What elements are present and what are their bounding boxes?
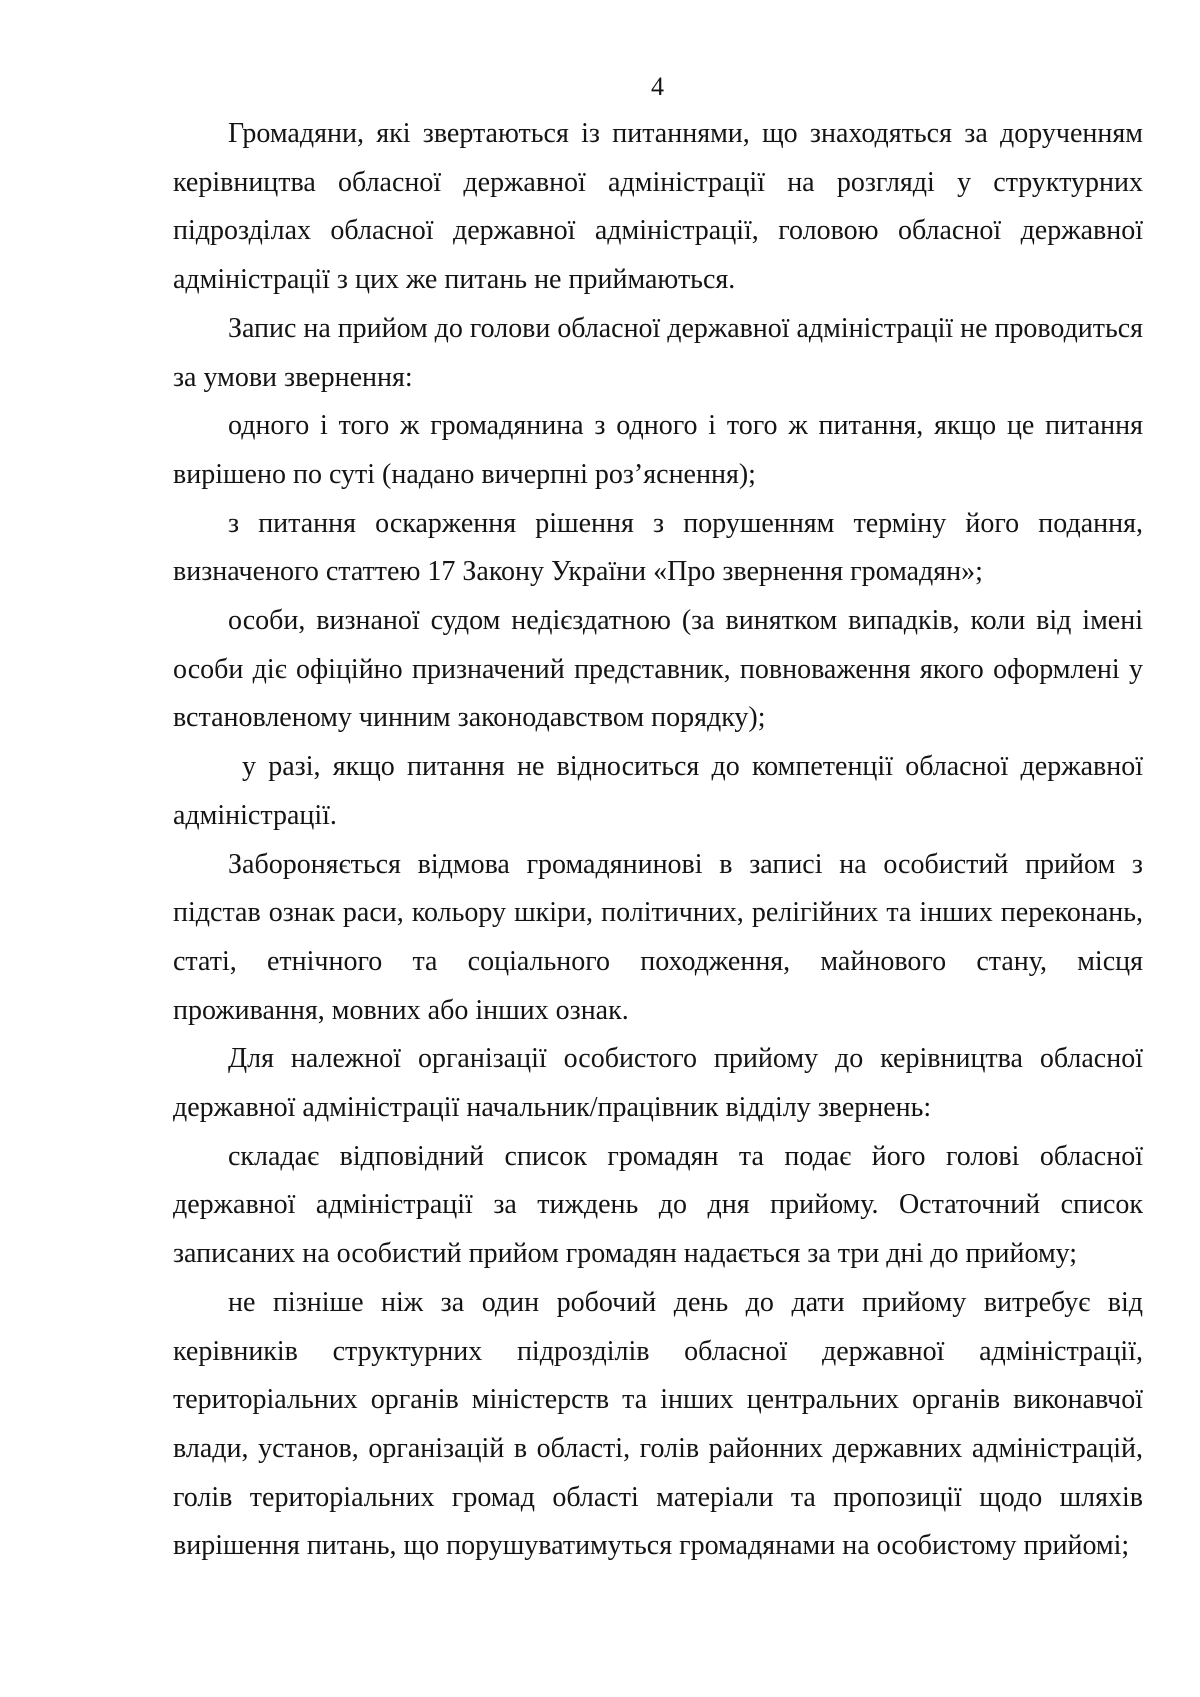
- line-text: державної адміністрації за тиждень до дня прийому. Остаточний список: [173, 1189, 1143, 1221]
- text-line: [173, 458, 1143, 492]
- text-line: [228, 1286, 1143, 1320]
- line-text: Громадяни, які звертаються із питаннями, що знаходяться за дорученням: [228, 118, 1143, 149]
- text-line: [173, 799, 1143, 833]
- text-line: [228, 1140, 1143, 1174]
- line-text: державної адміністрації начальник/працівник відділу звернень:: [173, 1092, 932, 1123]
- text-line: [173, 555, 1143, 589]
- text-line: [228, 848, 1143, 882]
- line-text: записаних на особистий прийом громадян надається за три дні до прийому;: [173, 1238, 1078, 1270]
- line-text: вирішено по суті (надано вичерпні роз’яснення);: [173, 458, 756, 490]
- text-line: [173, 361, 1143, 395]
- line-text: за умови звернення:: [173, 361, 413, 393]
- text-line: [173, 1188, 1143, 1222]
- text-line: [173, 1529, 1143, 1563]
- text-line: [173, 994, 1143, 1028]
- text-line: [228, 1042, 1143, 1076]
- text-line: [173, 701, 1143, 735]
- line-text: статі, етнічного та соціального походження, майнового стану, місця: [173, 945, 1143, 977]
- text-line: [173, 1432, 1143, 1466]
- line-text: визначеного статтею 17 Закону України «Про звернення громадян»;: [173, 556, 983, 588]
- text-line: [173, 263, 1143, 297]
- text-line: [228, 507, 1143, 541]
- line-text: підстав ознак раси, кольору шкіри, політичних, релігійних та інших переконань,: [173, 897, 1143, 929]
- line-text: не пізніше ніж за один робочий день до дати прийому витребує від: [228, 1286, 1143, 1318]
- text-line: [173, 1237, 1143, 1271]
- text-line: [173, 1335, 1143, 1369]
- line-text: Забороняється відмова громадянинові в записі на особистий прийом з: [228, 848, 1143, 880]
- line-text: Для належної організації особистого прийому до керівництва обласної: [228, 1043, 1143, 1075]
- line-text: підрозділах обласної державної адміністрації, головою обласної державної: [173, 215, 1143, 247]
- text-line: [228, 117, 1143, 151]
- text-line: [173, 896, 1143, 930]
- line-text: Запис на прийом до голови обласної державної адміністрації не проводиться: [228, 312, 1143, 344]
- text-line: [173, 214, 1143, 248]
- line-text: керівництва обласної державної адміністрації на розгляді у структурних: [173, 166, 1143, 198]
- text-line: [173, 166, 1143, 200]
- line-text: особи діє офіційно призначений представник, повноваження якого оформлені у: [173, 653, 1143, 685]
- text-line: [173, 1383, 1143, 1417]
- line-text: проживання, мовних або інших ознак.: [173, 994, 629, 1026]
- text-line: [228, 312, 1143, 346]
- line-text: у разі, якщо питання не відноситься до компетенції обласної державної: [242, 751, 1143, 783]
- text-line: [228, 409, 1143, 443]
- text-line: [173, 1481, 1143, 1515]
- line-text: адміністрації.: [173, 799, 337, 831]
- line-text: влади, установ, організацій в області, голів районних державних адміністрацій,: [173, 1432, 1143, 1464]
- text-line: [242, 750, 1143, 784]
- line-text: адміністрації з цих же питань не приймаються.: [173, 264, 736, 296]
- line-text: одного і того ж громадянина з одного і того ж питання, якщо це питання: [228, 410, 1143, 442]
- line-text: голів територіальних громад області матеріали та пропозиції щодо шляхів: [173, 1481, 1143, 1513]
- text-line: [173, 653, 1143, 687]
- line-text: вирішення питань, що порушуватимуться громадянами на особистому прийомі;: [173, 1530, 1130, 1562]
- text-line: [173, 945, 1143, 979]
- line-text: з питання оскарження рішення з порушенням терміну його подання,: [228, 507, 1143, 539]
- text-line: [173, 1091, 1143, 1125]
- line-text: складає відповідний список громадян та подає його голові обласної: [228, 1140, 1143, 1172]
- line-text: встановленому чинним законодавством порядку);: [173, 702, 766, 734]
- line-text: керівників структурних підрозділів обласної державної адміністрації,: [173, 1335, 1143, 1367]
- line-text: територіальних органів міністерств та інших центральних органів виконавчої: [173, 1384, 1143, 1416]
- line-text: особи, визнаної судом недієздатною (за винятком випадків, коли від імені: [228, 605, 1143, 636]
- text-line: [228, 604, 1143, 638]
- page-number: 4: [651, 72, 664, 101]
